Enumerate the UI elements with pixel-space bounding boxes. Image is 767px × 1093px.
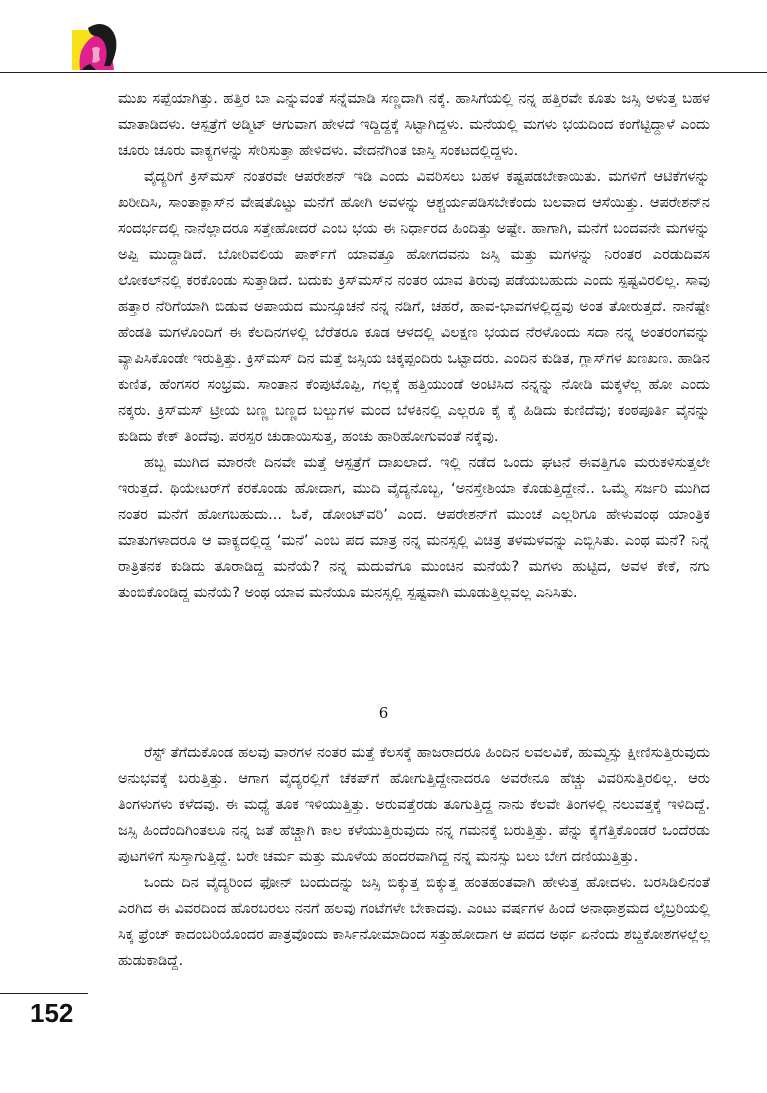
paragraph: ಹಬ್ಬ ಮುಗಿದ ಮಾರನೇ ದಿನವೇ ಮತ್ತೆ ಆಸ್ಪತ್ರೆಗೆ ದಾಖಲಾದೆ. ಇಲ್ಲಿ ನಡೆದ ಒಂದು ಘಟನೆ ಈವತ್ತಿಗೂ ಮರುಕಳಿಸುತ್ತಲೇ ಇರುತ್ತದೆ. ಥಿಯೇಟರ್‌ಗೆ ಕರಕೊಂಡು ಹೋದಾಗ, ಮುದಿ ವೈದ್ಯನೊಬ್ಬ, ‘ಅನಸ್ತೇಶಿಯಾ ಕೊಡುತ್ತಿದ್ದೇನೆ.. ಒಮ್ಮೆ ಸರ್ಜರಿ ಮುಗಿದ ನಂತರ ಮನೆಗೆ ಹೋಗಬಹುದು... ಓಕೆ, ಡೋಂಟ್‌ವರಿ’ ಎಂದ. ಆಪರೇಶನ್‌ಗೆ ಮುಂಚೆ ಎಲ್ಲರಿಗೂ ಹೇಳುವಂಥ ಯಾಂತ್ರಿಕ ಮಾತುಗಳಾದರೂ ಆ ವಾಕ್ಯದಲ್ಲಿದ್ದ ‘ಮನೆ’ ಎಂಬ ಪದ ಮಾತ್ರ ನನ್ನ ಮನಸ್ಸಲ್ಲಿ ವಿಚಿತ್ರ ತಳಮಳವನ್ನು ಎಬ್ಬಿಸಿತು. ಎಂಥ ಮನೆ? ನಿನ್ನೆ ರಾತ್ರಿತನಕ ಕುಡಿದು ತೂರಾಡಿದ್ದ ಮನೆಯೆ? ನನ್ನ ಮದುವೆಗೂ ಮುಂಚಿನ ಮನೆಯೆ? ಮಗಳು ಹುಟ್ಟಿದ, ಅವಳ ಕೇಕೆ, ನಗು ತುಂಬಿಕೊಂಡಿದ್ದ ಮನೆಯೆ? ಅಂಥ ಯಾವ ಮನೆಯೂ ಮನಸ್ಸಲ್ಲಿ ಸ್ಪಷ್ಟವಾಗಿ ಮೂಡುತ್ತಿಲ್ಲವಲ್ಲ ಎನಿಸಿತು. [118,455,710,601]
page-number: 152 [30,998,74,1028]
paragraph: ವೈದ್ಯರಿಗೆ ಕ್ರಿಸ್‌ಮಸ್ ನಂತರವೇ ಆಪರೇಶನ್ ಇಡಿ ಎಂದು ವಿವರಿಸಲು ಬಹಳ ಕಷ್ಟಪಡಬೇಕಾಯಿತು. ಮಗಳಿಗೆ ಆಟಿಕೆಗಳನ್ನು ಖರೀದಿಸಿ, ಸಾಂತಾಕ್ಲಾಸ್‌ನ ವೇಷತೊಟ್ಟು ಮನೆಗೆ ಹೋಗಿ ಅವಳನ್ನು ಆಶ್ಚರ್ಯಪಡಿಸಬೇಕೆಂದು ಬಲವಾದ ಆಸೆಯಿತ್ತು. ಆಪರೇಶನ್‌ನ ಸಂದರ್ಭದಲ್ಲಿ ನಾನೆಲ್ಲಾದರೂ ಸತ್ತೇಹೋದರೆ ಎಂಬ ಭಯ ಈ ನಿರ್ಧಾರದ ಹಿಂದಿತ್ತು ಅಷ್ಟೇ. ಹಾಗಾಗಿ, ಮನೆಗೆ ಬಂದವನೇ ಮಗಳನ್ನು ಅಪ್ಪಿ ಮುದ್ದಾಡಿದೆ. ಬೋರಿವಲಿಯ ಪಾರ್ಕ್‌ಗೆ ಯಾವತ್ತೂ ಹೋಗದವನು ಜಸ್ಸಿ ಮತ್ತು ಮಗಳನ್ನು ನಿರಂತರ ಎರಡುದಿವಸ ಲೋಕಲ್‌ನಲ್ಲಿ ಕರಕೊಂಡು ಸುತ್ತಾಡಿದೆ. ಬದುಕು ಕ್ರಿಸ್‌ಮಸ್‌ನ ನಂತರ ಯಾವ ತಿರುವು ಪಡೆಯಬಹುದು ಎಂದು ಸ್ಪಷ್ಟವಿರಲಿಲ್ಲ. ಸಾವು ಹತ್ತಾರ ನೆರಿಗೆಯಾಗಿ ಬಿಡುವ ಅಪಾಯದ ಮುನ್ಸೂಚನೆ ನನ್ನ ನಡಿಗೆ, ಚಹರೆ, ಹಾವ-ಭಾವಗಳಲ್ಲಿದ್ದವು ಅಂತ ತೋರುತ್ತದೆ. ನಾನೆಷ್ಟೇ ಹೆಂಡತಿ ಮಗಳೊಂದಿಗೆ ಈ ಕೆಲದಿನಗಳಲ್ಲಿ ಬೆರೆತರೂ ಕೂಡ ಆಳದಲ್ಲಿ ವಿಲಕ್ಷಣ ಭಯದ ನೆರಳೊಂದು ಸದಾ ನನ್ನ ಅಂತರಂಗವನ್ನು ವ್ಯಾಪಿಸಿಕೊಂಡೇ ಇರುತ್ತಿತ್ತು. ಕ್ರಿಸ್‌ಮಸ್ ದಿನ ಮತ್ತೆ ಜಸ್ಸಿಯ ಚಿಕ್ಕಪ್ಪಂದಿರು ಒಟ್ಟಾದರು. ಎಂದಿನ ಕುಡಿತ, ಗ್ಲಾಸ್‌ಗಳ ಖಣಖಣ. ಹಾಡಿನ ಕುಣಿತ, ಹೆಂಗಸರ ಸಂಭ್ರಮ. ಸಾಂತಾನ ಕೆಂಪುಟೊಪ್ಪಿ, ಗಲ್ಲಕ್ಕೆ ಹತ್ತಿಯುಂಡೆ ಅಂಟಿಸಿದ ನನ್ನನ್ನು ನೋಡಿ ಮಕ್ಕಳೆಲ್ಲ ಹೋ ಎಂದು ನಕ್ಕರು. ಕ್ರಿಸ್‌ಮಸ್ ಟ್ರೀಯ ಬಣ್ಣ ಬಣ್ಣದ ಬಲ್ಬುಗಳ ಮಂದ ಬೆಳಕಿನಲ್ಲಿ ಎಲ್ಲರೂ ಕೈ ಕೈ ಹಿಡಿದು ಕುಣಿದೆವು; ಕಂಠಪೂರ್ತಿ ವೈನನ್ನು ಕುಡಿದು ಕೇಕ್ ತಿಂದೆವು. ಪರಸ್ಪರ ಚುಡಾಯಿಸುತ್ತ, ಹಂಚು ಹಾರಿಹೋಗುವಂತೆ ನಕ್ಕೆವು. [118,169,710,445]
text-block-top [118,86,710,606]
paragraph: ರೆಸ್ಟ್ ತೆಗೆದುಕೊಂಡ ಹಲವು ವಾರಗಳ ನಂತರ ಮತ್ತೆ ಕೆಲಸಕ್ಕೆ ಹಾಜರಾದರೂ ಹಿಂದಿನ ಲವಲವಿಕೆ, ಹುಮ್ಮಸ್ಸು ಕ್ಷೀಣಿಸುತ್ತಿರುವುದು ಅನುಭವಕ್ಕೆ ಬರುತ್ತಿತ್ತು. ಆಗಾಗ ವೈದ್ಯರಲ್ಲಿಗೆ ಚೆಕಪ್‌ಗೆ ಹೋಗುತ್ತಿದ್ದೇನಾದರೂ ಅವರೇನೂ ಹೆಚ್ಚು ವಿವರಿಸುತ್ತಿರಲಿಲ್ಲ. ಆರು ತಿಂಗಳುಗಳು ಕಳೆದವು. ಈ ಮಧ್ಯೆ ತೂಕ ಇಳಿಯುತ್ತಿತ್ತು. ಅರುವತ್ತೆರಡು ತೂಗುತ್ತಿದ್ದ ನಾನು ಕೆಲವೇ ತಿಂಗಳಲ್ಲಿ ನಲುವತ್ತಕ್ಕೆ ಇಳಿದಿದ್ದೆ. ಜಸ್ಸಿ ಹಿಂದೆಂದಿಗಿಂತಲೂ ನನ್ನ ಜತೆ ಹೆಚ್ಚಾಗಿ ಕಾಲ ಕಳೆಯುತ್ತಿರುವುದು ನನ್ನ ಗಮನಕ್ಕೆ ಬರುತ್ತಿತ್ತು. ಪೆನ್ನು ಕೈಗೆತ್ತಿಕೊಂಡರೆ ಒಂದೆರಡು ಪುಟಗಳಿಗೆ ಸುಸ್ತಾಗುತ್ತಿದ್ದೆ. ಬರೇ ಚರ್ಮ ಮತ್ತು ಮೂಳೆಯ ಹಂದರವಾಗಿದ್ದ ನನ್ನ ಮನಸ್ಸು ಬಲು ಬೇಗ ದಣಿಯುತ್ತಿತ್ತು. [118,745,710,865]
paragraph: ಒಂದು ದಿನ ವೈದ್ಯರಿಂದ ಫೋನ್ ಬಂದುದನ್ನು ಜಸ್ಸಿ ಬಿಕ್ಕುತ್ತ ಬಿಕ್ಕುತ್ತ ಹಂತಹಂತವಾಗಿ ಹೇಳುತ್ತ ಹೋದಳು. ಬರಸಿಡಿಲಿನಂತೆ ಎರಗಿದ ಈ ವಿವರದಿಂದ ಹೊರಬರಲು ನನಗೆ ಹಲವು ಗಂಟೆಗಳೇ ಬೇಕಾದವು. ಎಂಟು ವರ್ಷಗಳ ಹಿಂದೆ ಅನಾಥಾಶ್ರಮದ ಲೈಬ್ರರಿಯಲ್ಲಿ ಸಿಕ್ಕ ಫ್ರೆಂಚ್ ಕಾದಂಬರಿಯೊಂದರ ಪಾತ್ರವೊಂದು ಕಾರ್ಸಿನೋಮಾದಿಂದ ಸತ್ತುಹೋದಾಗ ಆ ಪದದ ಅರ್ಥ ಏನೆಂದು ಶಬ್ದಕೋಶಗಳಲ್ಲೆಲ್ಲ ಹುಡುಕಾಡಿದ್ದೆ. [118,875,710,969]
text-block-bottom [118,740,710,974]
section-number: 6 [378,704,389,722]
footer-rule [0,993,88,994]
woman-profile-logo-icon [70,20,122,72]
paragraph: ಮುಖ ಸಪ್ಪೆಯಾಗಿತ್ತು. ಹತ್ತಿರ ಬಾ ಎನ್ನುವಂತೆ ಸನ್ನೆಮಾಡಿ ಸಣ್ಣದಾಗಿ ನಕ್ಕೆ. ಹಾಸಿಗೆಯಲ್ಲಿ ನನ್ನ ಹತ್ತಿರವೇ ಕೂತು ಜಸ್ಸಿ ಅಳುತ್ತ ಬಹಳ ಮಾತಾಡಿದಳು. ಆಸ್ಪತ್ರೆಗೆ ಅಡ್ಮಿಟ್ ಆಗುವಾಗ ಹೇಳದೆ ಇದ್ದಿದ್ದಕ್ಕೆ ಸಿಟ್ಟಾಗಿದ್ದಳು. ಮನೆಯಲ್ಲಿ ಮಗಳು ಭಯದಿಂದ ಕಂಗೆಟ್ಟಿದ್ದಾಳೆ ಎಂದು ಚೂರು ಚೂರು ವಾಕ್ಯಗಳನ್ನು ಸೇರಿಸುತ್ತಾ ಹೇಳಿದಳು. ವೇದನೆಗಿಂತ ಜಾಸ್ತಿ ಸಂಕಟದಲ್ಲಿದ್ದಳು. [118,91,710,159]
header-rule [0,72,767,73]
